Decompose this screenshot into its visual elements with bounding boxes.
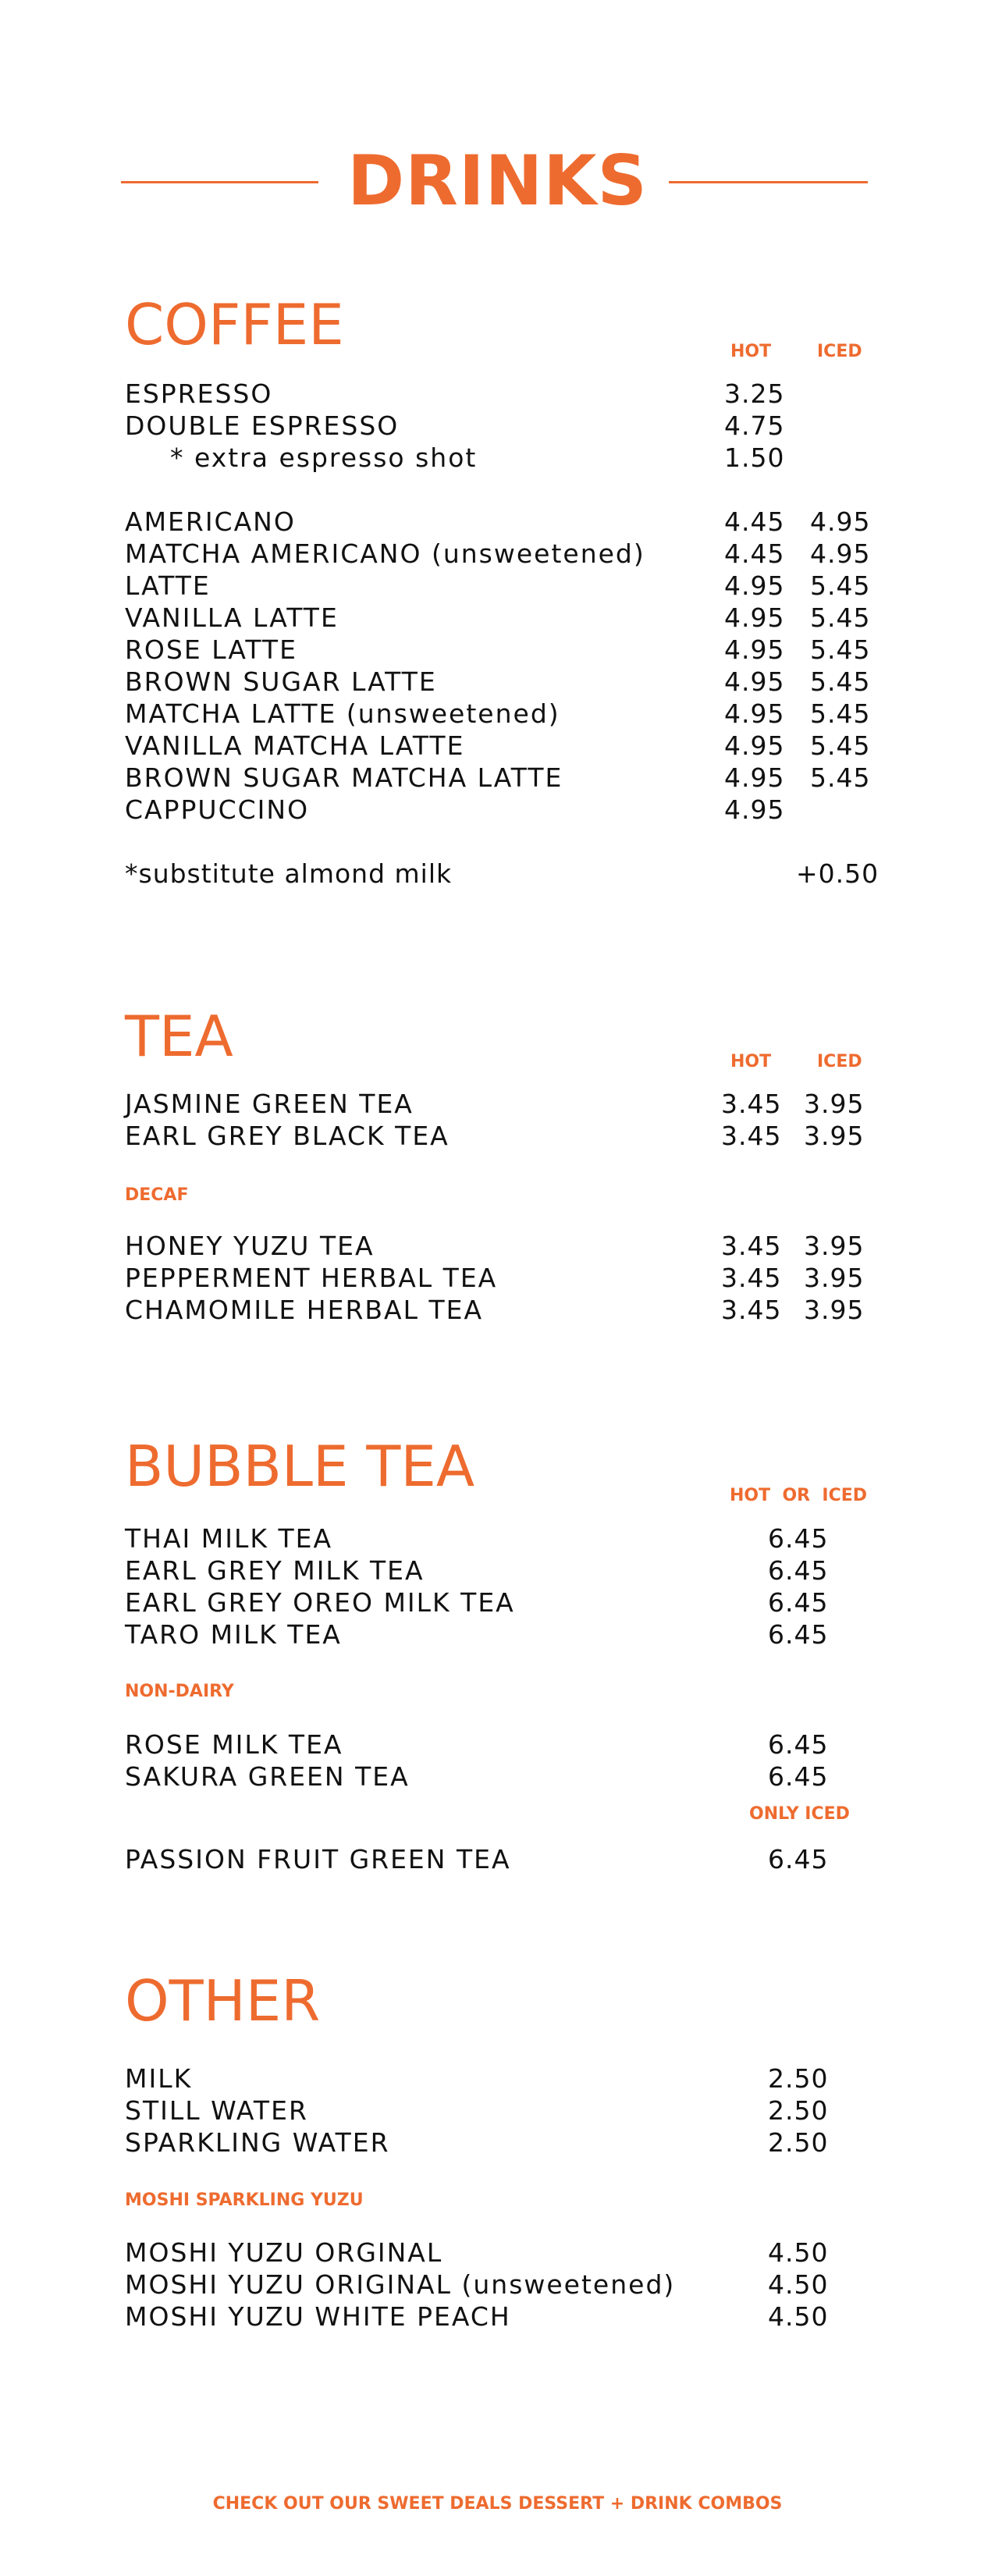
menu-item-name: MATCHA AMERICANO (unsweetened) (125, 538, 645, 569)
menu-item-name: JASMINE GREEN TEA (125, 1089, 414, 1119)
menu-item-hot-price: 3.45 (721, 1089, 782, 1119)
menu-item-hot-price: 3.25 (724, 378, 785, 409)
menu-item-iced-price: 5.45 (810, 666, 871, 697)
menu-item-name: ESPRESSO (125, 378, 273, 409)
menu-item-name: CAPPUCCINO (125, 794, 310, 825)
menu-item-price: 2.50 (768, 2127, 829, 2158)
almond-milk-note: *substitute almond milk (125, 858, 453, 889)
menu-item-name: ROSE MILK TEA (125, 1729, 343, 1760)
coffee-section-title: COFFEE (125, 292, 344, 357)
menu-item-name: EARL GREY BLACK TEA (125, 1121, 450, 1151)
menu-item-iced-price: 5.45 (810, 570, 871, 601)
page-title: DRINKS (347, 140, 648, 221)
menu-item-name: VANILLA MATCHA LATTE (125, 730, 465, 761)
tea-section-title: TEA (125, 1004, 233, 1069)
menu-item-hot-price: 3.45 (721, 1295, 782, 1325)
non-dairy-label: NON-DAIRY (125, 1682, 234, 1701)
menu-item-iced-price: 3.95 (804, 1295, 865, 1325)
tea-iced-header: ICED (817, 1052, 862, 1071)
menu-item-iced-price: 5.45 (810, 634, 871, 665)
menu-item-hot-price: 4.95 (724, 794, 785, 825)
menu-item-price: 6.45 (768, 1523, 829, 1554)
menu-item-iced-price: 3.95 (804, 1231, 865, 1261)
menu-item-name: THAI MILK TEA (125, 1523, 333, 1554)
combo-deals-footer: CHECK OUT OUR SWEET DEALS DESSERT + DRINK COMBOS (212, 2494, 783, 2514)
menu-item-price: 4.50 (768, 2237, 829, 2268)
decaf-label: DECAF (125, 1185, 189, 1205)
menu-item-name: HONEY YUZU TEA (125, 1231, 375, 1261)
menu-item-name: PASSION FRUIT GREEN TEA (125, 1844, 511, 1874)
almond-milk-price: +0.50 (796, 858, 880, 889)
menu-item-hot-price: 3.45 (721, 1263, 782, 1293)
menu-item-name: LATTE (125, 570, 211, 601)
other-section-title: OTHER (125, 1968, 321, 2034)
only-iced-label: ONLY ICED (749, 1804, 850, 1824)
menu-item-iced-price: 3.95 (804, 1089, 865, 1119)
menu-item-iced-price: 3.95 (804, 1121, 865, 1151)
menu-item-hot-price: 1.50 (724, 442, 785, 473)
menu-item-name: BROWN SUGAR LATTE (125, 666, 437, 697)
menu-item-iced-price: 3.95 (804, 1263, 865, 1293)
menu-item-price: 6.45 (768, 1761, 829, 1792)
menu-item-name: MOSHI YUZU ORGINAL (125, 2237, 443, 2268)
menu-item-name: MATCHA LATTE (unsweetened) (125, 698, 560, 729)
hot-or-iced-header: HOT OR ICED (730, 1486, 868, 1505)
menu-item-name: BROWN SUGAR MATCHA LATTE (125, 762, 563, 793)
menu-item-iced-price: 5.45 (810, 602, 871, 633)
menu-item-name: STILL WATER (125, 2095, 308, 2126)
menu-item-name: ROSE LATTE (125, 634, 297, 665)
menu-item-hot-price: 4.95 (724, 730, 785, 761)
menu-item-name: TARO MILK TEA (125, 1619, 342, 1650)
menu-item-hot-price: 4.45 (724, 506, 785, 537)
menu-item-price: 2.50 (768, 2095, 829, 2126)
menu-item-name: * extra espresso shot (170, 442, 478, 473)
coffee-iced-header: ICED (817, 342, 862, 361)
menu-item-price: 4.50 (768, 2301, 829, 2332)
menu-item-iced-price: 4.95 (810, 506, 871, 537)
menu-item-name: EARL GREY OREO MILK TEA (125, 1587, 515, 1618)
menu-item-name: PEPPERMENT HERBAL TEA (125, 1263, 498, 1293)
menu-item-hot-price: 4.95 (724, 762, 785, 793)
menu-item-name: SPARKLING WATER (125, 2127, 390, 2158)
menu-item-hot-price: 4.95 (724, 602, 785, 633)
menu-item-price: 6.45 (768, 1587, 829, 1618)
menu-item-iced-price: 5.45 (810, 762, 871, 793)
menu-item-hot-price: 3.45 (721, 1121, 782, 1151)
menu-item-name: EARL GREY MILK TEA (125, 1555, 425, 1586)
menu-item-hot-price: 4.95 (724, 570, 785, 601)
menu-item-name: CHAMOMILE HERBAL TEA (125, 1295, 484, 1325)
menu-item-iced-price: 4.95 (810, 538, 871, 569)
menu-item-name: MILK (125, 2063, 193, 2094)
tea-hot-header: HOT (730, 1052, 772, 1071)
menu-item-hot-price: 4.45 (724, 538, 785, 569)
menu-item-name: MOSHI YUZU ORIGINAL (unsweetened) (125, 2269, 676, 2300)
menu-item-name: MOSHI YUZU WHITE PEACH (125, 2301, 511, 2332)
menu-item-name: VANILLA LATTE (125, 602, 339, 633)
menu-item-hot-price: 3.45 (721, 1231, 782, 1261)
menu-item-price: 6.45 (768, 1619, 829, 1650)
title-rule-right (669, 181, 868, 183)
menu-item-name: DOUBLE ESPRESSO (125, 410, 400, 441)
menu-item-iced-price: 5.45 (810, 698, 871, 729)
menu-item-price: 6.45 (768, 1729, 829, 1760)
menu-item-price: 4.50 (768, 2269, 829, 2300)
menu-item-hot-price: 4.95 (724, 634, 785, 665)
menu-item-name: SAKURA GREEN TEA (125, 1761, 410, 1792)
menu-item-name: AMERICANO (125, 506, 296, 537)
coffee-hot-header: HOT (730, 342, 772, 361)
menu-item-hot-price: 4.95 (724, 698, 785, 729)
menu-item-hot-price: 4.75 (724, 410, 785, 441)
menu-item-price: 2.50 (768, 2063, 829, 2094)
menu-item-iced-price: 5.45 (810, 730, 871, 761)
menu-item-hot-price: 4.95 (724, 666, 785, 697)
menu-item-price: 6.45 (768, 1555, 829, 1586)
menu-item-price: 6.45 (768, 1844, 829, 1874)
bubble-tea-section-title: BUBBLE TEA (125, 1434, 475, 1499)
moshi-sparkling-yuzu-label: MOSHI SPARKLING YUZU (125, 2190, 364, 2210)
